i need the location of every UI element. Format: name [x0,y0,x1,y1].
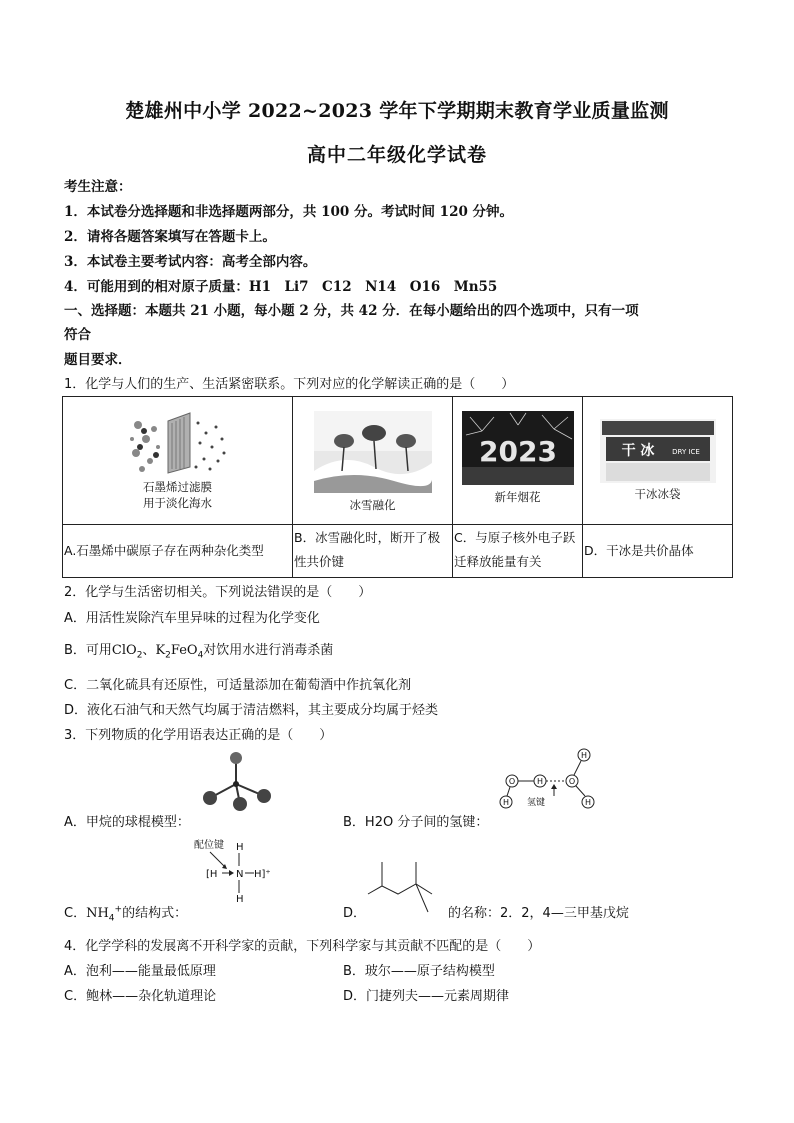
fireworks-image-cell [453,397,583,525]
q4-option-c[interactable]: C．鲍林——杂化轨道理论 [64,989,217,1004]
q2-option-d[interactable]: D．液化石油气和天然气均属于清洁燃料，其主要成分均属于烃类 [64,703,439,718]
notice-item: 1．本试卷分选择题和非选择题两部分，共 100 分。考试时间 120 分钟。 [64,204,514,220]
water-hydrogen-bond-diagram [492,744,602,810]
snow-caption: 冰雪融化 [349,498,396,512]
notice-item: 3．本试卷主要考试内容：高考全部内容。 [64,254,317,270]
q3-option-d[interactable] [343,902,629,921]
q2-option-a[interactable]: A．用活性炭除汽车里异味的过程为化学变化 [64,611,320,626]
section-instruction: 一、选择题：本题共 21 小题，每小题 2 分，共 42 分．在每小题给出的四个选项中，只有一项 [64,303,639,319]
q3-d-text: 的名称：2．2，4—三甲基戊烷 [448,906,629,921]
melting-snow-photo [314,411,432,493]
graphene-caption: 石墨烯过滤膜 [143,480,212,494]
atom-o: O [508,777,516,786]
dry-ice-image-cell [583,397,733,525]
chem-formula: ClO [111,643,137,658]
q2-option-b[interactable] [64,639,333,661]
atom-h: H [584,798,592,807]
graphene-image-cell [63,397,293,525]
option-a[interactable]: A.石墨烯中碳原子存在两种杂化类型 [63,525,293,578]
atom-h: H [502,798,510,807]
q3-c-text: C． [64,906,87,921]
subscript: 2 [136,650,143,661]
chem-formula: FeO [170,643,198,658]
exam-subtitle: 高中二年级化学试卷 [306,144,487,166]
atom-h: H [536,777,544,786]
fireworks-photo [462,411,574,485]
notice-item: 2．请将各题答案填写在答题卡上。 [64,229,276,245]
q3-option-b[interactable]: B．H2O 分子间的氢键： [343,815,489,830]
atom-h: H [580,751,588,760]
option-c[interactable]: C．与原子核外电子跃迁释放能量有关 [453,525,583,578]
separator: 、 [142,643,156,658]
section-instruction-cont: 题目要求． [64,352,132,368]
subscript: 2 [165,650,171,661]
superscript: + [114,904,123,915]
question-stem-1: 1．化学与人们的生产、生活紧密联系。下列对应的化学解读正确的是（ ） [64,377,515,392]
formula-left: [H [206,869,218,880]
notice-item: 4．可能用到的相对原子质量：H1 Li7 C12 N14 O16 Mn55 [64,279,498,295]
exam-title: 楚雄州中小学 2022~2023 学年下学期期末教育学业质量监测 [125,100,669,122]
graphene-filter-illustration [128,411,228,475]
methane-ball-stick-model [196,752,276,812]
q3-option-a[interactable]: A．甲烷的球棍模型： [64,815,190,830]
dry-ice-bag-small-text: DRY ICE [671,448,700,456]
q2-b-text: B．可用 [64,643,112,658]
notice-heading: 考生注意： [64,179,132,195]
option-b[interactable]: B．冰雪融化时，断开了极性共价键 [293,525,453,578]
q2-b-text: 对饮用水进行消毒杀菌 [203,643,334,658]
q3-c-text: 的结构式： [122,906,188,921]
section-instruction-cont: 符合 [64,327,91,343]
coordinate-bond-label: 配位键 [194,840,224,851]
ammonium-structural-formula [192,838,288,908]
graphene-caption: 用于淡化海水 [143,496,212,510]
fireworks-year-text: 2023 [478,435,557,468]
fireworks-caption: 新年烟花 [494,490,541,504]
q3-d-text: D． [343,906,367,921]
q4-option-a[interactable]: A．泡利——能量最低原理 [64,964,216,979]
hydrogen-bond-label: 氢键 [526,798,546,808]
chem-formula: K [155,643,166,658]
question-stem-4: 4．化学学科的发展离不开科学家的贡献，下列科学家与其贡献不匹配的是（ ） [64,939,541,954]
dry-ice-caption: 干冰冰袋 [634,487,681,501]
atom-n: N [236,869,244,880]
subscript: 4 [108,913,115,924]
atom-h: H [236,842,244,853]
question-1-table [62,396,733,578]
dry-ice-bag-photo [600,419,716,483]
question-stem-2: 2．化学与生活密切相关。下列说法错误的是（ ） [64,585,372,600]
q2-option-c[interactable]: C．二氧化硫具有还原性，可适量添加在葡萄酒中作抗氧化剂 [64,678,412,693]
atom-h: H [236,894,244,905]
atom-o: O [568,777,576,786]
snow-image-cell [293,397,453,525]
option-d[interactable]: D．干冰是共价晶体 [583,525,733,578]
question-stem-3: 3．下列物质的化学用语表达正确的是（ ） [64,728,333,743]
q4-option-b[interactable]: B．玻尔——原子结构模型 [343,964,495,979]
q3-option-c[interactable] [64,902,187,924]
chem-formula: NH [86,906,109,921]
dry-ice-bag-text: 干 冰 [621,443,654,459]
formula-right: H]⁺ [254,869,271,880]
subscript: 4 [197,650,204,661]
q4-option-d[interactable]: D．门捷列夫——元素周期律 [343,989,510,1004]
